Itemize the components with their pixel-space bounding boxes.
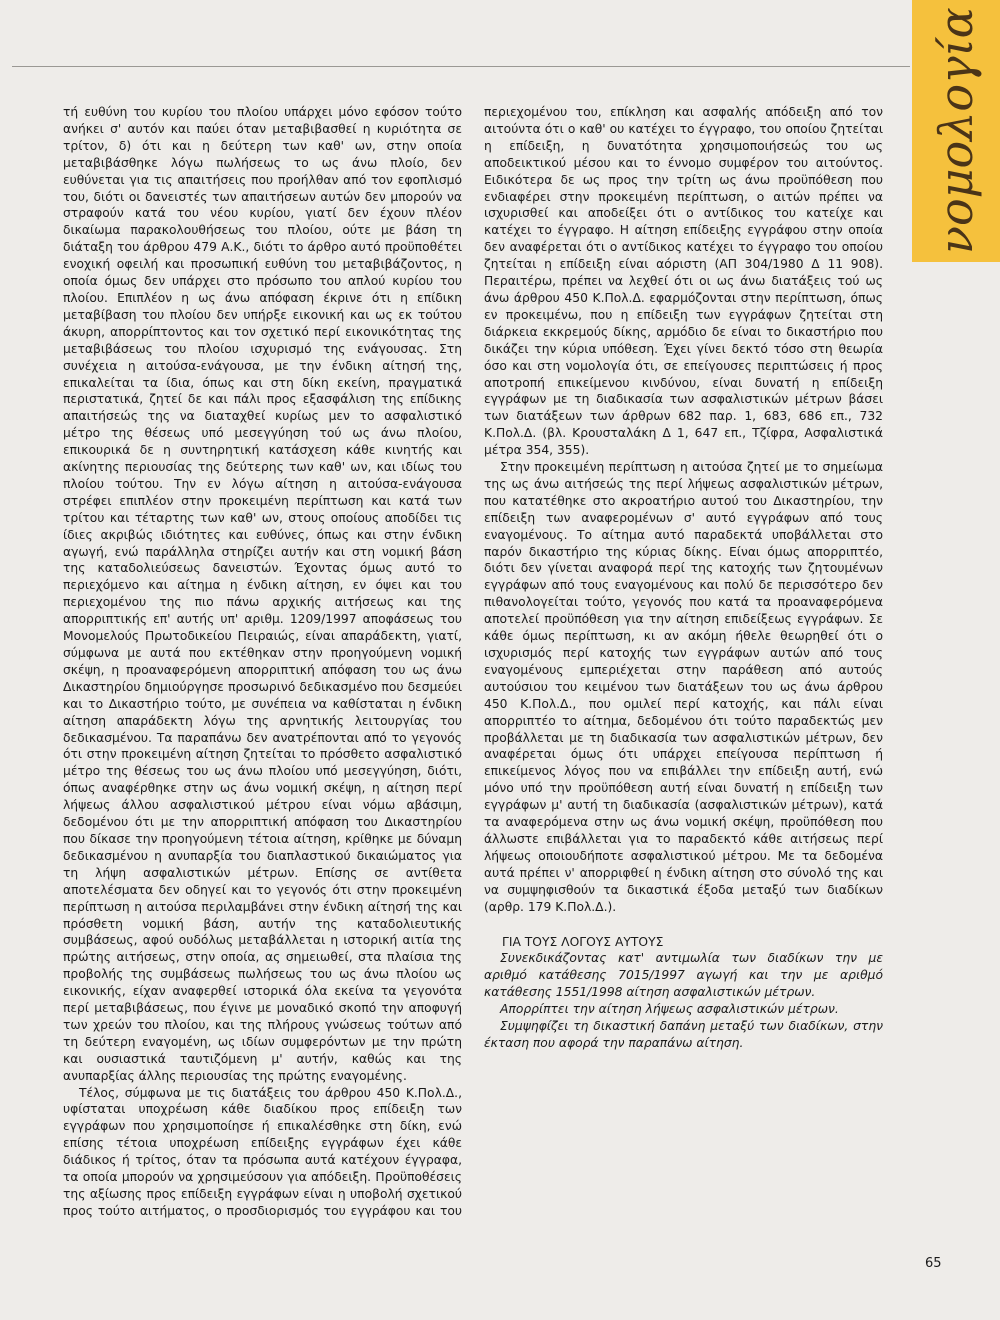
- body-paragraph: τή ευθύνη του κυρίου του πλοίου υπάρχει μόνο εφόσον τούτο ανήκει σ' αυτόν και παύει όταν μεταβιβασθεί η κυριότητα σε τρίτον, δ) ότι και η δεύτερη των καθ' ων, στην οποία μεταβιβάσθηκε λόγω πωλήσεως το ως άνω πλοίο, δεν ευθύνεται για τις απαιτήσεις που προήλθαν από τον εφοπλισμό του, διότι οι δανειστές των απαιτήσεων αυτών δεν μπορούν να στραφούν κατά του νέου κυρίου, γιατί δεν έχουν πλέον δικαίωμα παρακολουθήσεως του πλοίου, ούτε με βάση τη διάταξη του άρθρου 479 Α.Κ., διότι το άρθρο αυτό προϋποθέτει ενοχική οφειλή και προσωπική ευθύνη του μεταβιβάζοντος, η οποία όμως δεν υπάρχει στο πρόσωπο του απλού κυρίου του πλοίου. Επιπλέον η ως άνω απόφαση έκρινε ότι η επίδικη μεταβίβαση του πλοίου δεν υπήρξε εικονική και ως εκ τούτου άκυρη, απορρίπτοντος και τον σχετικό περί εικονικότητας της μεταβιβάσεως του πλοίου ισχυρισμό της ενάγουσας. Στη συνέχεια η αιτούσα-ενάγουσα, με την ένδικη αίτησή της, επικαλείται τα ίδια, όπως και στη δίκη εκείνη, πραγματικά περιστατικά, ζητεί δε και πάλι προς εξασφάλιση της επίδικης απαιτήσεώς της να διαταχθεί κυρίως μεν το ασφαλιστικό μέτρο της θέσεως υπό μεσεγγύηση τού ως άνω πλοίου, επικουρικά δε η συντηρητική κατάσχεση κάθε κινητής και ακίνητης περιουσίας της δεύτερης των καθ' ων, και ιδίως του πλοίου τούτου. Την εν λόγω αίτηση η αιτούσα-ενάγουσα στρέφει επιπλέον στην προκειμένη περίπτωση και κατά των τρίτου και τέταρτης των καθ' ων, στους οποίους αποδίδει τις ίδιες ακριβώς ιδιότητες και ευθύνες, όπως και στην ένδικη αγωγή, ενώ παράλληλα στηρίζει αυτήν και στη νομική βάση της καταδολιεύσεως δανειστών. Έχοντας όμως αυτό το περιεχόμενο και αίτημα η ένδικη αίτηση, εν όψει και του περιεχομένου της πιο πάνω αρχικής αιτήσεως και της απορριπτικής επ' αυτής υπ' αριθμ. 1209/1997 αποφάσεως του Μονομελούς Πρωτοδικείου Πειραιώς, είναι απαράδεκτη, γιατί, σύμφωνα με αυτά που εκτέθηκαν στην προηγούμενη νομική σκέψη, η προαναφερόμενη απορριπτική απόφαση του ως άνω Δικαστηρίου δημιούργησε προσωρινό δεδικασμένο που δεσμεύει και το Δικαστήριο τούτο, με συνέπεια να καθίσταται η ένδικη αίτηση απαράδεκτη λόγω της αρνητικής λειτουργίας του δεδικασμένου. Τα παραπάνω δεν ανατρέπονται από το γεγονός ότι στην προκειμένη αίτηση ζητείται το πρόσθετο ασφαλιστικό μέτρο της θέσεως του ως άνω πλοίου υπό μεσεγγύηση, διότι, όπως αναφέρθηκε στην ως άνω νομική σκέψη, η αίτηση περί λήψεως άλλου ασφαλιστικού μέτρου είναι νόμω αβάσιμη, δεδομένου ότι με την απορριπτική απόφαση του Δικαστηρίου που δίκασε την προηγούμενη τέτοια αίτηση, κρίθηκε με δύναμη δεδικασμένου η ανυπαρξία του διαπλαστικού δικαιώματος για τη λήψη ασφαλιστικών μέτρων. Επίσης σε αντίθετα αποτελέσματα δεν οδηγεί και το γεγονός ότι στην προκειμένη περίπτωση η αιτούσα περιλαμβάνει στην ένδικη αίτησή της και πρόσθετη νομική βάση, αυτήν της καταδολιευτικής συμβάσεως, αφού ουδόλως μεταβάλλεται η ιστορική αιτία της πρώτης αιτήσεως, στην οποία, ας σημειωθεί, στα πλαίσια της προβολής της συμβάσεως πωλήσεως του ως άνω πλοίου ως εικονικής, είχαν αναφερθεί ιστορικά όλα εκείνα τα γεγονότα περί μεταβιβάσεως, που έγινε με μοναδικό σκοπό την αποφυγή των χρεών του πλοίου, και της πλήρους γνώσεως τούτων από τη δεύτερη εναγομένη, ως ιδίων συμφερόντων με την πρώτη και ουσιαστικά ταυτιζόμενη μ' αυτήν, καθώς και της ανυπαρξίας άλλης περιουσίας της πρώτης εναγομένης.: [63, 105, 462, 1083]
- header-rule: [12, 66, 910, 67]
- page-number: 65: [925, 1256, 942, 1271]
- article-body: [63, 104, 883, 1234]
- section-tab-label: νομολογία: [929, 7, 983, 254]
- verdict-heading: ΓΙΑ ΤΟΥΣ ΛΟΓΟΥΣ ΑΥΤΟΥΣ: [502, 934, 664, 949]
- body-paragraph: Τέλος, σύμφωνα με τις διατάξεις του άρθρου 450 Κ.Πολ.Δ., υφίσταται υποχρέωση κάθε διαδίκου προς επίδειξη των εγγράφων που χρησιμοποίησε ή επικαλέσθηκε στη δίκη, ενώ επίσης τέτοια υποχρέωση επίδειξης εγγράφων έχει κάθε διάδικος ή τρίτος, όταν τα πρόσωπα αυτά κατέχουν έγγραφα, τα οποία μπορούν να χρησιμεύσουν για απόδειξη. Προϋποθέσεις της αξίωσης προς επίδειξη εγγράφων είναι η υποβολή σχετικού προς τούτο αιτήματος, ο προσδιορισμός του εγγράφου και του περιεχομένου του, επίκληση και ασφαλής απόδειξη από τον αιτούντα ότι ο καθ' ου κατέχει το έγγραφο, του οποίου ζητείται η επίδειξη, η δυνατότητα χρησιμοποιήσεώς του ως αποδεικτικού μέσου και το έννομο συμφέρον του αιτούντος. Ειδικότερα δε ως προς την τρίτη ως άνω προϋπόθεση που ενδιαφέρει στην προκειμένη περίπτωση, ο αιτών πρέπει να ισχυρισθεί και αποδείξει ότι ο αντίδικος του κατείχε και κατέχει το έγγραφο. Η αίτηση επίδειξης εγγράφου στην οποία δεν αναφέρεται ότι ο αντίδικος κατέχει το έγγραφο του οποίου ζητείται η επίδειξη είναι αόριστη (ΑΠ 304/1980 Δ 11 908). Περαιτέρω, πρέπει να λεχθεί ότι οι ως άνω διατάξεις τού ως άνω άρθρου 450 Κ.Πολ.Δ. εφαρμόζονται στην περίπτωση, όπως εν προκειμένω, που η επίδειξη των εγγράφων ζητείται στη διάρκεια εκκρεμούς δίκης, αρμόδιο δε είναι το δικαστήριο που δικάζει την κύρια υπόθεση. Έχει γίνει δεκτό τόσο στη θεωρία όσο και στη νομολογία ότι, σε επείγουσες περιπτώσεις ή προς αποτροπή επικείμενου κινδύνου, είναι δυνατή η επίδειξη εγγράφων με τη διαδικασία των ασφαλιστικών μέτρων βάσει των διατάξεων των άρθρων 682 παρ. 1, 683, 686 επ., 732 Κ.Πολ.Δ. (βλ. Κρουσταλάκη Δ 1, 647 επ., Τζίφρα, Ασφαλιστικά μέτρα 354, 355).: [63, 105, 883, 1218]
- verdict-line: Συνεκδικάζοντας κατ' αντιμωλία των διαδίκων την με αριθμό κατάθεσης 7015/1997 αγωγή και την με αριθμό κατάθεσης 1551/1998 αίτηση ασφαλιστικών μέτρων.: [484, 951, 883, 1000]
- body-paragraph: Στην προκειμένη περίπτωση η αιτούσα ζητεί με το σημείωμα της ως άνω αιτήσεώς της περί λήψεως ασφαλιστικών μέτρων, που κατατέθηκε στο ακροατήριο αυτού του Δικαστηρίου, την επίδειξη των αναφερομένων σ' αυτό εγγράφων από τους εναγομένους. Το αίτημα αυτό παραδεκτά υποβάλλεται στο παρόν δικαστήριο της κύριας δίκης. Είναι όμως απορριπτέο, διότι δεν γίνεται αναφορά περί της κατοχής των ζητουμένων εγγράφων από τους εναγομένους και πολύ δε περισσότερο δεν πιθανολογείται τούτο, γεγονός που κατά τα προαναφερόμενα αποτελεί προϋπόθεση για την αίτηση επιδείξεως εγγράφων. Σε κάθε όμως περίπτωση, κι αν ακόμη ήθελε θεωρηθεί ότι ο ισχυρισμός περί κατοχής των εγγράφων αυτών από τους εναγομένους εμπεριέχεται στην παράθεση από αυτούς αυτούσιου του κειμένου των διατάξεων του ως άνω άρθρου 450 Κ.Πολ.Δ., που ομιλεί περί κατοχής, και πάλι είναι απορριπτέο το αίτημα, δεδομένου ότι τούτο παραδεκτώς μεν προβάλλεται με τη διαδικασία των ασφαλιστικών μέτρων, δεν αναφέρεται όμως ότι υπάρχει επείγουσα περίπτωση ή επικείμενος λόγος που να επιβάλλει την επίδειξη αυτή, ενώ μόνο υπό την προϋπόθεση αυτή είναι δυνατή η επίδειξη των εγγράφων μ' αυτή τη διαδικασία (ασφαλιστικών μέτρων), κατά τα αναφερόμενα στην ως άνω νομική σκέψη, προϋπόθεση που άλλωστε επιβάλλεται για το παραδεκτό κάθε αιτήσεως περί λήψεως οποιουδήποτε ασφαλιστικού μέτρου. Με τα δεδομένα αυτά πρέπει ν' απορριφθεί η ένδικη αίτηση στο σύνολό της και να συμψηφισθούν τα δικαστικά έξοδα μεταξύ των διαδίκων (αρθρ. 179 Κ.Πολ.Δ.).: [484, 460, 883, 914]
- verdict-line: Απορρίπτει την αίτηση λήψεως ασφαλιστικών μέτρων.: [500, 1002, 839, 1017]
- verdict-line: Συμψηφίζει τη δικαστική δαπάνη μεταξύ των διαδίκων, στην έκταση που αφορά την παραπάνω αίτηση.: [484, 1019, 883, 1050]
- section-tab: [912, 0, 1000, 262]
